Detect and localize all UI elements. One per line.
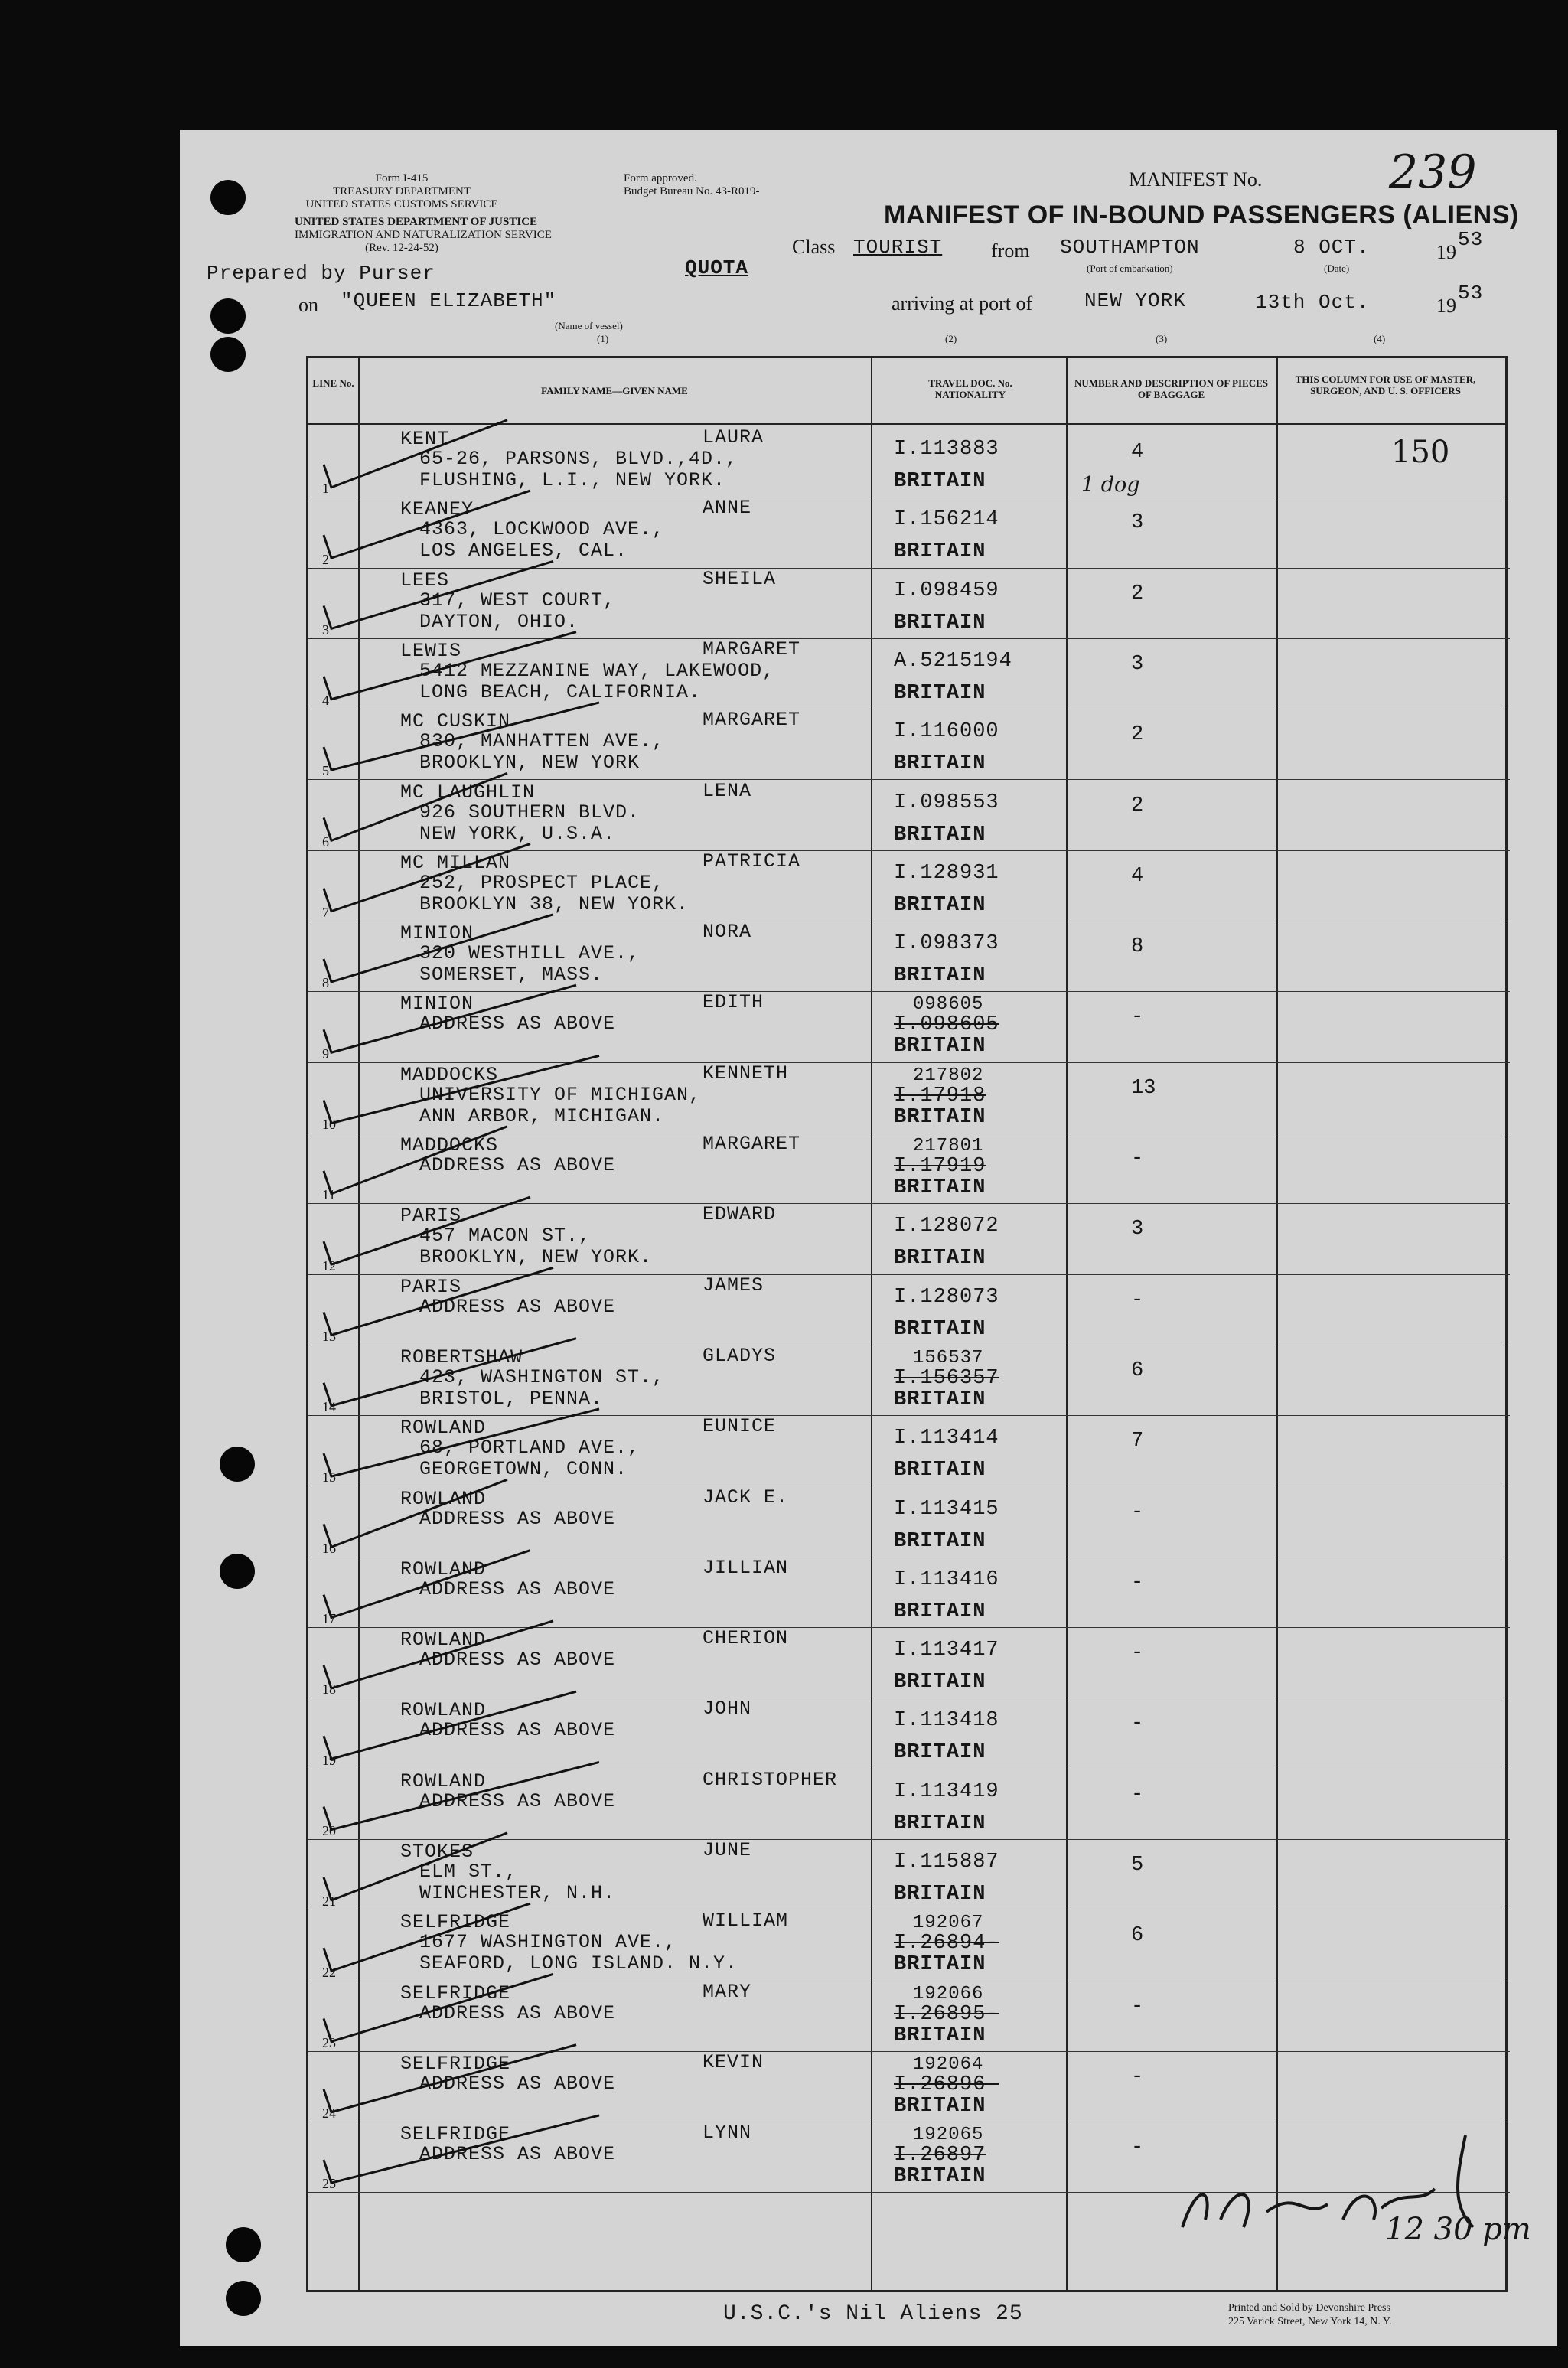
address-line-1: 830, MANHATTEN AVE.,	[419, 730, 665, 753]
table-row	[308, 709, 1510, 780]
family-name: KENT	[400, 428, 450, 450]
line-number: 15	[322, 1469, 336, 1486]
family-name: LEWIS	[400, 639, 462, 662]
address-line-2: BROOKLYN, NEW YORK	[419, 752, 641, 775]
address-line-1: 1677 WASHINGTON AVE.,	[419, 1931, 677, 1954]
line-number: 16	[322, 1540, 336, 1556]
nationality: BRITAIN	[894, 611, 986, 634]
line-number: 25	[322, 2176, 336, 2192]
table-row	[308, 781, 1510, 851]
nationality: BRITAIN	[894, 1105, 986, 1129]
line-number: 4	[322, 693, 329, 709]
line-number: 1	[322, 481, 329, 497]
travel-doc-number: I.113883	[894, 438, 999, 461]
line-number: 24	[322, 2105, 336, 2122]
address-line-1: 4363, LOCKWOOD AVE.,	[419, 518, 665, 541]
nationality: BRITAIN	[894, 1883, 986, 1906]
travel-doc-original: I.26897	[894, 2144, 986, 2167]
line-number: 9	[322, 1045, 329, 1062]
col-number-3: (3)	[1156, 333, 1168, 344]
table-row	[308, 1063, 1510, 1133]
baggage-count: -	[1131, 1288, 1144, 1312]
given-name: JAMES	[703, 1274, 764, 1297]
table-row	[308, 1628, 1510, 1698]
family-name: STOKES	[400, 1841, 474, 1863]
family-name: PARIS	[400, 1275, 462, 1298]
nationality: BRITAIN	[894, 2024, 986, 2047]
address-line-1: UNIVERSITY OF MICHIGAN,	[419, 1083, 702, 1106]
address-line-2: DAYTON, OHIO.	[419, 610, 579, 633]
table-row	[308, 1133, 1510, 1204]
revision-label: (Rev. 12-24-52)	[365, 242, 438, 254]
line-number: 14	[322, 1399, 336, 1415]
nationality: BRITAIN	[894, 2165, 986, 2189]
printer-line-1: Printed and Sold by Devonshire Press	[1228, 2302, 1390, 2314]
family-name: SELFRIDGE	[400, 2052, 511, 2075]
travel-doc-number: I.098373	[894, 932, 999, 956]
handwritten-initials	[1152, 2105, 1534, 2258]
binder-hole	[226, 2227, 261, 2262]
family-name: MADDOCKS	[400, 1134, 499, 1156]
address-line-1: 926 SOUTHERN BLVD.	[419, 801, 641, 824]
nationality: BRITAIN	[894, 1529, 986, 1553]
address-line-2: SOMERSET, MASS.	[419, 964, 604, 987]
baggage-count: 3	[1131, 1218, 1144, 1241]
travel-doc-number: I.156214	[894, 508, 999, 532]
baggage-extra: 1 dog	[1081, 473, 1140, 497]
address-line-2: LOS ANGELES, CAL.	[419, 540, 628, 563]
travel-doc-corrected: 156537	[913, 1347, 984, 1368]
family-name: SELFRIDGE	[400, 1911, 511, 1934]
nationality: BRITAIN	[894, 470, 986, 493]
address-line-2: ANN ARBOR, MICHIGAN.	[419, 1104, 665, 1127]
binder-hole	[220, 1447, 255, 1482]
given-name: KENNETH	[703, 1062, 789, 1085]
vessel-name: "QUEEN ELIZABETH"	[341, 289, 557, 312]
table-row	[308, 1840, 1510, 1910]
travel-doc-number: A.5215194	[894, 649, 1012, 673]
given-name: EDITH	[703, 991, 764, 1014]
given-name: CHRISTOPHER	[703, 1768, 838, 1791]
baggage-count: -	[1131, 1712, 1144, 1736]
nationality: BRITAIN	[894, 1035, 986, 1058]
nationality: BRITAIN	[894, 1459, 986, 1482]
baggage-count: 6	[1131, 1924, 1144, 1948]
family-name: LEES	[400, 569, 450, 592]
table-row	[308, 569, 1510, 639]
nationality: BRITAIN	[894, 1176, 986, 1199]
address-line-1: 317, WEST COURT,	[419, 589, 616, 612]
col-number-4: (4)	[1374, 333, 1386, 344]
family-name: SELFRIDGE	[400, 2123, 511, 2146]
line-number: 8	[322, 975, 329, 991]
form-approved: Form approved.	[624, 172, 697, 184]
col-number-1: (1)	[597, 333, 609, 344]
year-prefix: 19	[1436, 241, 1456, 263]
arrival-date: 13th Oct.	[1255, 291, 1370, 314]
travel-doc-corrected: 217801	[913, 1136, 984, 1156]
travel-doc-number: I.128072	[894, 1215, 999, 1238]
given-name: GLADYS	[703, 1344, 777, 1367]
travel-doc-original: I.17918	[894, 1084, 986, 1107]
nationality: BRITAIN	[894, 1388, 986, 1411]
travel-doc-original: I.17919	[894, 1155, 986, 1178]
address-line-2: GEORGETOWN, CONN.	[419, 1458, 628, 1481]
quota-label: QUOTA	[685, 256, 749, 279]
travel-doc-original: I.26896-	[894, 2073, 999, 2096]
travel-doc-number: I.113416	[894, 1567, 999, 1591]
line-number: 20	[322, 1822, 336, 1838]
address-line-1: ADDRESS AS ABOVE	[419, 1154, 616, 1176]
baggage-count: 2	[1131, 582, 1144, 605]
travel-doc-original: I.26895-	[894, 2002, 999, 2026]
given-name: SHEILA	[703, 567, 777, 590]
col-header-baggage: NUMBER AND DESCRIPTION OF PIECES OF BAGGAGE	[1074, 377, 1269, 400]
address-line-1: 68, PORTLAND AVE.,	[419, 1437, 641, 1460]
travel-doc-number: I.098459	[894, 579, 999, 602]
handwritten-time: 12 30 pm	[1385, 2212, 1531, 2247]
binder-hole	[210, 298, 246, 334]
binder-hole	[210, 180, 246, 215]
nationality: BRITAIN	[894, 1741, 986, 1765]
given-name: EDWARD	[703, 1203, 777, 1226]
customs-label: UNITED STATES CUSTOMS SERVICE	[305, 198, 498, 210]
nationality: BRITAIN	[894, 1671, 986, 1694]
nationality: BRITAIN	[894, 752, 986, 776]
table-row	[308, 1416, 1510, 1486]
baggage-count: -	[1131, 2065, 1144, 2089]
family-name: MC LAUGHLIN	[400, 781, 536, 804]
baggage-count: 6	[1131, 1359, 1144, 1382]
travel-doc-number: I.128931	[894, 861, 999, 885]
line-number: 23	[322, 2034, 336, 2050]
given-name: MARGARET	[703, 1133, 801, 1155]
line-number: 13	[322, 1328, 336, 1344]
table-row	[308, 1275, 1510, 1345]
table-row	[308, 1769, 1510, 1840]
table-row	[308, 427, 1510, 497]
given-name: JACK E.	[703, 1486, 789, 1509]
address-line-1: ADDRESS AS ABOVE	[419, 2143, 616, 2166]
baggage-count: 13	[1131, 1076, 1156, 1100]
given-name: PATRICIA	[703, 850, 801, 873]
given-name: KEVIN	[703, 2050, 764, 2073]
arrival-year-suffix: 53	[1458, 282, 1484, 305]
arrival-port: NEW YORK	[1084, 289, 1186, 312]
baggage-count: 5	[1131, 1854, 1144, 1877]
col-number-2: (2)	[945, 333, 957, 344]
baggage-count: 3	[1131, 511, 1144, 535]
nationality: BRITAIN	[894, 1317, 986, 1341]
line-number: 10	[322, 1116, 336, 1132]
travel-doc-corrected: 192065	[913, 2125, 984, 2146]
given-name: LENA	[703, 779, 752, 802]
address-line-1: ADDRESS AS ABOVE	[419, 1577, 616, 1600]
nationality: BRITAIN	[894, 681, 986, 705]
address-line-1: 457 MACON ST.,	[419, 1225, 592, 1248]
travel-doc-number: I.113415	[894, 1497, 999, 1521]
travel-doc-corrected: 192067	[913, 1913, 984, 1934]
line-number: 7	[322, 905, 329, 921]
justice-label: UNITED STATES DEPARTMENT OF JUSTICE	[295, 216, 538, 228]
address-line-2: BROOKLYN, NEW YORK.	[419, 1246, 653, 1269]
passenger-table	[306, 356, 1508, 2292]
printer-line-2: 225 Varick Street, New York 14, N. Y.	[1228, 2316, 1392, 2327]
address-line-1: 65-26, PARSONS, BLVD.,4D.,	[419, 448, 738, 470]
baggage-count: -	[1131, 1571, 1144, 1594]
year-suffix: 53	[1458, 228, 1484, 251]
family-name: ROWLAND	[400, 1487, 487, 1510]
address-line-2: BROOKLYN 38, NEW YORK.	[419, 892, 689, 915]
given-name: JOHN	[703, 1698, 752, 1721]
nationality: BRITAIN	[894, 1247, 986, 1270]
baggage-count: -	[1131, 1783, 1144, 1806]
address-line-1: ADDRESS AS ABOVE	[419, 1719, 616, 1742]
travel-doc-number: I.128073	[894, 1285, 999, 1309]
table-row	[308, 639, 1510, 709]
address-line-1: ADDRESS AS ABOVE	[419, 1789, 616, 1812]
table-row	[308, 1557, 1510, 1628]
aliens-summary: U.S.C.'s Nil Aliens 25	[723, 2302, 1023, 2326]
travel-doc-number: I.113414	[894, 1427, 999, 1450]
travel-doc-original: I.156357	[894, 1366, 999, 1390]
given-name: ANNE	[703, 497, 752, 520]
travel-doc-number: I.113417	[894, 1639, 999, 1662]
budget-bureau: Budget Bureau No. 43-R019-	[624, 185, 760, 197]
baggage-count: -	[1131, 1995, 1144, 2018]
baggage-count: -	[1131, 1147, 1144, 1170]
address-line-2: NEW YORK, U.S.A.	[419, 822, 616, 845]
depart-date: 8 OCT.	[1293, 236, 1370, 259]
baggage-count: 7	[1131, 1430, 1144, 1453]
table-row	[308, 1981, 1510, 2052]
address-line-1: ADDRESS AS ABOVE	[419, 2072, 616, 2095]
line-number: 5	[322, 763, 329, 779]
nationality: BRITAIN	[894, 1953, 986, 1977]
travel-doc-original: I.098605	[894, 1013, 999, 1037]
arriving-label: arriving at port of	[892, 292, 1033, 315]
address-line-1: ADDRESS AS ABOVE	[419, 2001, 616, 2024]
travel-doc-number: I.115887	[894, 1851, 999, 1874]
address-line-1: 423, WASHINGTON ST.,	[419, 1365, 665, 1388]
travel-doc-corrected: 192064	[913, 2053, 984, 2075]
baggage-count: -	[1131, 1006, 1144, 1029]
nationality: BRITAIN	[894, 823, 986, 846]
col-header-name: FAMILY NAME—GIVEN NAME	[541, 385, 688, 396]
given-name: MARY	[703, 1980, 752, 2003]
given-name: WILLIAM	[703, 1910, 789, 1933]
family-name: KEANEY	[400, 498, 474, 521]
family-name: PARIS	[400, 1205, 462, 1228]
family-name: MC MILLAN	[400, 851, 511, 874]
family-name: MINION	[400, 922, 474, 945]
address-line-1: ADDRESS AS ABOVE	[419, 1295, 616, 1318]
table-row	[308, 1910, 1510, 1981]
address-line-2: BRISTOL, PENNA.	[419, 1387, 604, 1410]
on-label: on	[298, 294, 318, 316]
baggage-count: -	[1131, 1642, 1144, 1665]
address-line-1: ADDRESS AS ABOVE	[419, 1013, 616, 1036]
from-label: from	[991, 240, 1030, 262]
address-line-1: ADDRESS AS ABOVE	[419, 1649, 616, 1672]
baggage-count: 4	[1131, 441, 1144, 464]
travel-doc-number: I.116000	[894, 720, 999, 744]
table-row	[308, 497, 1510, 568]
family-name: MC CUSKIN	[400, 710, 511, 733]
date-caption: (Date)	[1324, 263, 1350, 274]
nationality: BRITAIN	[894, 1600, 986, 1623]
address-line-1: ADDRESS AS ABOVE	[419, 1507, 616, 1530]
nationality: BRITAIN	[894, 964, 986, 988]
travel-doc-number: I.113419	[894, 1779, 999, 1803]
baggage-count: 2	[1131, 723, 1144, 747]
travel-doc-number: I.113418	[894, 1709, 999, 1733]
line-number: 12	[322, 1257, 336, 1274]
manifest-title: MANIFEST OF IN-BOUND PASSENGERS (ALIENS)	[884, 201, 1519, 230]
given-name: NORA	[703, 921, 752, 944]
family-name: MINION	[400, 993, 474, 1016]
family-name: ROBERTSHAW	[400, 1345, 523, 1368]
line-number: 19	[322, 1752, 336, 1768]
manifest-no-label: MANIFEST No.	[1129, 168, 1263, 191]
given-name: EUNICE	[703, 1415, 777, 1438]
col-header-officers: THIS COLUMN FOR USE OF MASTER, SURGEON, AND U. S. OFFICERS	[1295, 373, 1476, 396]
given-name: JILLIAN	[703, 1556, 789, 1579]
form-number: Form I-415	[375, 172, 429, 184]
address-line-1: 320 WESTHILL AVE.,	[419, 942, 641, 965]
manifest-no-value: 239	[1389, 145, 1477, 199]
nationality: BRITAIN	[894, 2094, 986, 2118]
given-name: LAURA	[703, 426, 764, 448]
line-number: 6	[322, 833, 329, 850]
family-name: MADDOCKS	[400, 1063, 499, 1086]
travel-doc-corrected: 098605	[913, 994, 984, 1016]
immigration-label: IMMIGRATION AND NATURALIZATION SERVICE	[295, 229, 552, 241]
family-name: ROWLAND	[400, 1769, 487, 1792]
baggage-count: -	[1131, 1500, 1144, 1524]
table-row	[308, 1487, 1510, 1557]
address-line-1: 5412 MEZZANINE WAY, LAKEWOOD,	[419, 659, 775, 682]
nationality: BRITAIN	[894, 1812, 986, 1835]
line-number: 11	[322, 1187, 336, 1203]
binder-hole	[226, 2281, 261, 2316]
family-name: ROWLAND	[400, 1417, 487, 1440]
embark-port: SOUTHAMPTON	[1060, 236, 1200, 259]
given-name: JUNE	[703, 1839, 752, 1861]
address-line-2: SEAFORD, LONG ISLAND. N.Y.	[419, 1952, 738, 1975]
baggage-count: 8	[1131, 935, 1144, 959]
table-row	[308, 851, 1510, 921]
nationality: BRITAIN	[894, 893, 986, 917]
line-number: 22	[322, 1964, 336, 1980]
line-number: 3	[322, 621, 329, 638]
travel-doc-number: I.098553	[894, 791, 999, 814]
address-line-2: LONG BEACH, CALIFORNIA.	[419, 680, 702, 703]
family-name: SELFRIDGE	[400, 1981, 511, 2004]
given-name: LYNN	[703, 2122, 752, 2145]
table-row	[308, 1204, 1510, 1274]
line-number: 2	[322, 551, 329, 567]
address-line-2: WINCHESTER, N.H.	[419, 1882, 616, 1904]
embark-caption: (Port of embarkation)	[1087, 263, 1173, 274]
baggage-count: 3	[1131, 652, 1144, 676]
table-row	[308, 1345, 1510, 1416]
binder-hole	[210, 337, 246, 372]
baggage-count: -	[1131, 2136, 1144, 2160]
travel-doc-original: I.26894-	[894, 1932, 999, 1955]
table-row	[308, 992, 1510, 1062]
table-row	[308, 1698, 1510, 1769]
class-label: Class	[792, 236, 836, 258]
baggage-count: 4	[1131, 864, 1144, 888]
manifest-sheet	[180, 130, 1557, 2346]
family-name: ROWLAND	[400, 1557, 487, 1580]
binder-hole	[220, 1554, 255, 1589]
col-header-travel-doc: TRAVEL DOC. No. NATIONALITY	[928, 377, 1012, 400]
family-name: ROWLAND	[400, 1699, 487, 1722]
address-line-1: ELM ST.,	[419, 1861, 518, 1883]
given-name: CHERION	[703, 1627, 789, 1650]
table-row	[308, 921, 1510, 992]
travel-doc-corrected: 217802	[913, 1065, 984, 1086]
arrival-year-prefix: 19	[1436, 295, 1456, 317]
treasury-label: TREASURY DEPARTMENT	[332, 185, 471, 197]
col-header-line-no: LINE No.	[312, 377, 354, 389]
vessel-caption: (Name of vessel)	[555, 320, 623, 331]
nationality: BRITAIN	[894, 540, 986, 564]
travel-doc-corrected: 192066	[913, 1983, 984, 2004]
officer-note: 150	[1391, 435, 1450, 470]
baggage-count: 2	[1131, 794, 1144, 817]
given-name: MARGARET	[703, 709, 801, 732]
line-number: 21	[322, 1893, 336, 1910]
prepared-by: Prepared by Purser	[207, 262, 435, 285]
address-line-1: 252, PROSPECT PLACE,	[419, 871, 665, 894]
line-number: 18	[322, 1681, 336, 1698]
family-name: ROWLAND	[400, 1629, 487, 1652]
line-number: 17	[322, 1611, 336, 1627]
class-value: TOURIST	[853, 236, 943, 259]
address-line-2: FLUSHING, L.I., NEW YORK.	[419, 469, 726, 491]
given-name: MARGARET	[703, 638, 801, 660]
